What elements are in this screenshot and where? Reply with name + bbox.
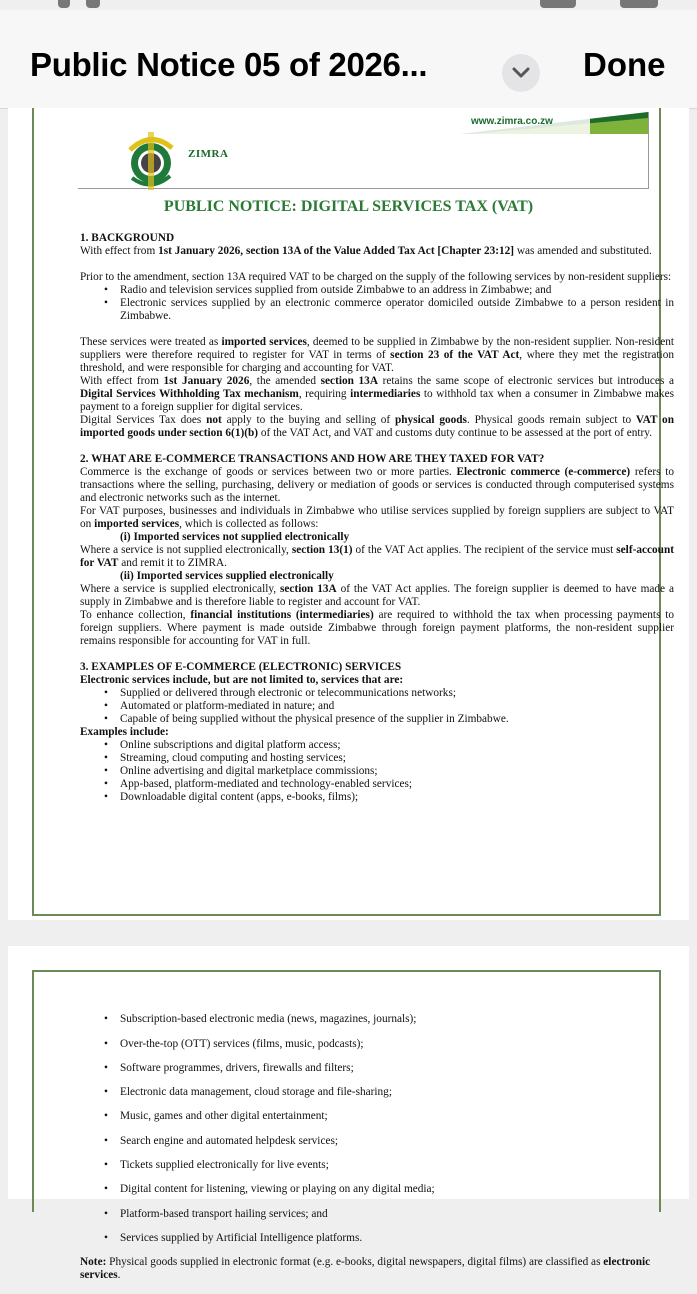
website-url: www.zimra.co.zw [471, 116, 553, 127]
list-item: • Tickets supplied electronically for live events; [80, 1159, 674, 1172]
document-page-1 [8, 108, 689, 920]
logo-text: ZIMRA [188, 148, 229, 160]
done-button[interactable]: Done [583, 46, 666, 83]
paragraph: Where a service is not supplied electronically, section 13(1) of the VAT Act applies. The recipient of the service must self-account for VAT and remit it to ZIMRA. [80, 544, 674, 569]
document-page-2 [8, 946, 689, 1282]
list-item: • Automated or platform-mediated in nature; and [80, 700, 674, 713]
list-item: • Capable of being supplied without the physical presence of the supplier in Zimbabwe. [80, 713, 674, 726]
navigation-bar [0, 10, 697, 109]
list-item: • Online advertising and digital marketplace commissions; [80, 765, 674, 778]
list-item: • Music, games and other digital entertainment; [80, 1110, 674, 1123]
list-item: • Over-the-top (OTT) services (films, music, podcasts); [80, 1038, 674, 1051]
list-item: • Software programmes, drivers, firewalls and filters; [80, 1062, 674, 1075]
paragraph: Electronic services include, but are not limited to, services that are: [80, 674, 404, 686]
list-item: • Search engine and automated helpdesk services; [80, 1135, 674, 1148]
paragraph: Commerce is the exchange of goods or services between two or more parties. Electronic commerce (e-commerce) refers to transactions where the selling, purchasing, delivery or mediation of goods or services is conducted through computerised systems and electronic networks such as the internet. [80, 466, 674, 504]
list-item: • Services supplied by Artificial Intelligence platforms. [80, 1232, 674, 1245]
status-fragment [86, 0, 100, 8]
battery-icon [620, 0, 658, 8]
signal-icon [540, 0, 576, 8]
notice-title: PUBLIC NOTICE: DIGITAL SERVICES TAX (VAT) [163, 198, 534, 215]
section-heading: 1. BACKGROUND [80, 232, 175, 244]
paragraph: For VAT purposes, businesses and individuals in Zimbabwe who utilise services supplied by foreign suppliers are subject to VAT on imported services, which is collected as follows: [80, 505, 674, 530]
list-item: • Online subscriptions and digital platform access; [80, 739, 674, 752]
sub-heading: (ii) Imported services supplied electronically [120, 570, 334, 582]
list-item: • Supplied or delivered through electronic or telecommunications networks; [80, 687, 674, 700]
document-body [80, 232, 674, 804]
list-item: • App-based, platform-mediated and technology-enabled services; [80, 778, 674, 791]
section-heading: 2. WHAT ARE E-COMMERCE TRANSACTIONS AND HOW ARE THEY TAXED FOR VAT? [80, 453, 545, 465]
section-heading: 3. EXAMPLES OF E-COMMERCE (ELECTRONIC) SERVICES [80, 661, 402, 673]
note-paragraph: Note: Physical goods supplied in electronic format (e.g. e-books, digital newspapers, digital films) are classified as electronic services. [80, 1256, 651, 1282]
zimra-logo-icon [120, 130, 182, 192]
list-item: • Digital content for listening, viewing or playing on any digital media; [80, 1183, 674, 1196]
paragraph: Digital Services Tax does not apply to the buying and selling of physical goods. Physical goods remain subject to VAT on imported goods under section 6(1)(b) of the VAT Act, and VAT and customs duty continue to be assessed at the port of entry. [80, 414, 674, 439]
document-title: Public Notice 05 of 2026... [30, 46, 428, 83]
paragraph: To enhance collection, financial institutions (intermediaries) are required to withhold the tax when processing payments to foreign suppliers. Where payment is made outside Zimbabwe through foreign payment platforms, the non-resident supplier remains responsible for accounting for VAT in full. [80, 609, 674, 647]
paragraph: Prior to the amendment, section 13A required VAT to be charged on the supply of the following services by non-resident suppliers: [80, 271, 672, 283]
paragraph: Where a service is supplied electronically, section 13A of the VAT Act applies. The foreign supplier is deemed to have made a supply in Zimbabwe and is therefore liable to register and account for VAT. [80, 583, 674, 608]
paragraph: With effect from 1st January 2026, section 13A of the Value Added Tax Act [Chapter 23:12] was amended and substituted. [80, 245, 652, 257]
sub-heading: (i) Imported services not supplied electronically [120, 531, 350, 543]
paragraph: Examples include: [80, 726, 169, 738]
status-bar [0, 0, 697, 10]
chevron-down-button[interactable] [502, 54, 540, 92]
list-item: • Platform-based transport hailing services; and [80, 1208, 674, 1221]
list-item: • Downloadable digital content (apps, e-books, films); [80, 791, 674, 804]
list-item: • Radio and television services supplied from outside Zimbabwe to an address in Zimbabwe; and [80, 284, 674, 297]
chevron-down-icon [512, 67, 530, 79]
list-item: • Streaming, cloud computing and hosting services; [80, 752, 674, 765]
document-body [80, 1002, 674, 1294]
paragraph: With effect from 1st January 2026, the amended section 13A retains the same scope of electronic services but introduces a Digital Services Withholding Tax mechanism, requiring intermediaries to withhold tax when a consumer in Zimbabwe makes payment to a foreign supplier for digital services. [80, 375, 674, 413]
list-item: • Electronic services supplied by an electronic commerce operator domiciled outside Zimbabwe to a person resident in Zimbabwe. [80, 297, 674, 323]
status-fragment [58, 0, 70, 8]
list-item: • Electronic data management, cloud storage and file-sharing; [80, 1086, 674, 1099]
list-item: • Subscription-based electronic media (news, magazines, journals); [80, 1013, 674, 1026]
paragraph: These services were treated as imported services, deemed to be supplied in Zimbabwe by the non-resident supplier. Non-resident suppliers were therefore required to register for VAT in terms of section 23 of the VAT Act, where they met the registration threshold, and were responsible for charging and accounting for VAT. [80, 336, 675, 374]
